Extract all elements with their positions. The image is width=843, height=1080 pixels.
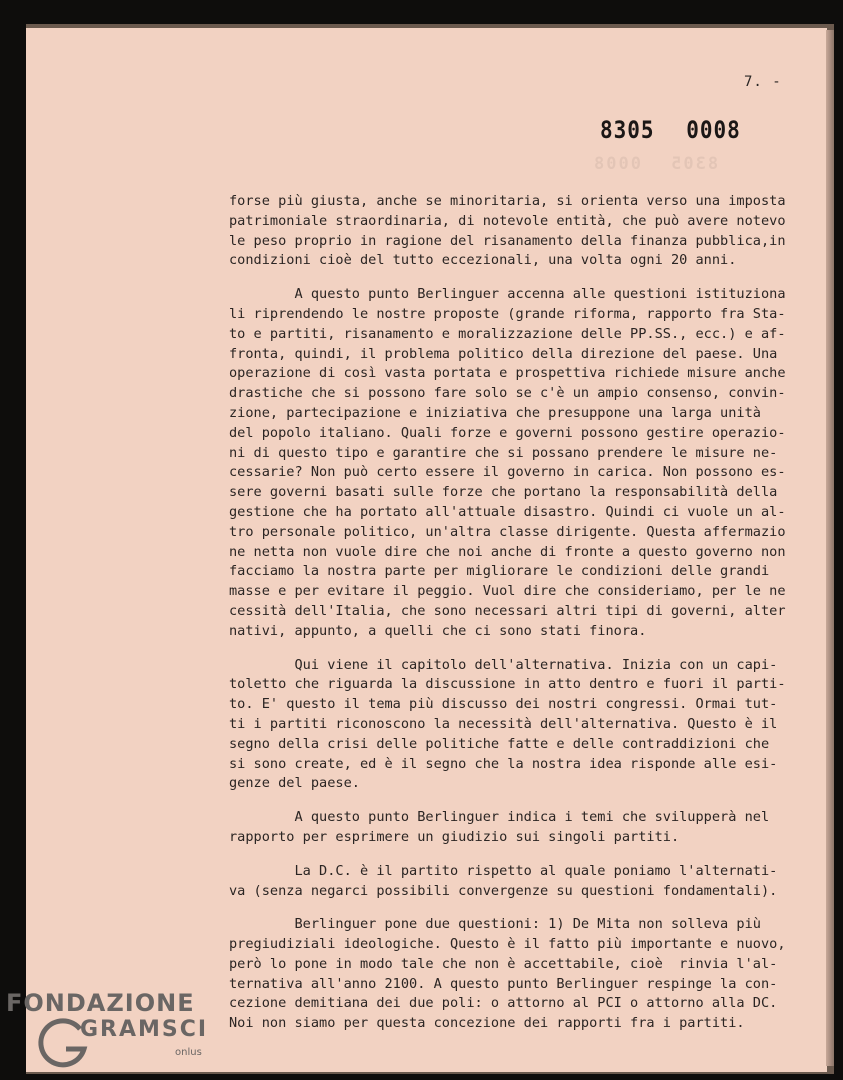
watermark-small: onlus: [175, 1047, 202, 1058]
paragraph: [229, 862, 789, 902]
text-line: ne netta non vuole dire che noi anche di fronte a questo governo non: [229, 543, 786, 560]
archive-stamp-code: 8305 0008: [600, 116, 741, 144]
show-through-stamp: 8305 0008: [592, 154, 719, 174]
text-line: le peso proprio in ragione del risanamento della finanza pubblica,in: [229, 232, 786, 249]
text-line: condizioni cioè del tutto eccezionali, una volta ogni 20 anni.: [229, 252, 737, 269]
text-line: ni di questo tipo e garantire che si possano prendere le misure ne-: [229, 444, 778, 461]
text-line: segno della crisi delle politiche fatte e delle contraddizioni che: [229, 735, 770, 752]
text-line: facciamo la nostra parte per migliorare le condizioni delle grandi: [229, 563, 770, 580]
text-line: sere governi basati sulle forze che portano la responsabilità della: [229, 484, 778, 501]
watermark-line1: FONDAZIONE: [6, 989, 195, 1017]
text-line: fronta, quindi, il problema politico della direzione del paese. Una: [229, 345, 778, 362]
paragraph: [229, 808, 789, 848]
text-line: La D.C. è il partito rispetto al quale poniamo l'alternati-: [229, 862, 778, 879]
text-line: nativi, appunto, a quelli che ci sono stati finora.: [229, 622, 647, 639]
text-line: drastiche che si possono fare solo se c'è un ampio consenso, convin-: [229, 385, 786, 402]
text-line: to. E' questo il tema più discusso dei nostri congressi. Ormai tut-: [229, 696, 778, 713]
text-line: patrimoniale straordinaria, di notevole entità, che può avere notevo: [229, 212, 786, 229]
text-line: li riprendendo le nostre proposte (grande riforma, rapporto fra Sta-: [229, 305, 786, 322]
text-line: rapporto per esprimere un giudizio sui singoli partiti.: [229, 828, 680, 845]
text-line: Noi non siamo per questa concezione dei rapporti fra i partiti.: [229, 1015, 745, 1032]
text-line: Qui viene il capitolo dell'alternativa. Inizia con un capi-: [229, 656, 778, 673]
text-line: cessità dell'Italia, che sono necessari altri tipi di governi, alter: [229, 602, 786, 619]
text-line: A questo punto Berlinguer accenna alle questioni istituziona: [229, 286, 786, 303]
text-line: masse e per evitare il peggio. Vuol dire che consideriamo, per le ne: [229, 583, 786, 600]
text-line: pregiudiziali ideologiche. Questo è il fatto più importante e nuovo,: [229, 936, 786, 953]
text-line: forse più giusta, anche se minoritaria, si orienta verso una imposta: [229, 193, 786, 209]
watermark-line2: GRAMSCI: [80, 1017, 209, 1042]
text-line: A questo punto Berlinguer indica i temi che svilupperà nel: [229, 809, 770, 826]
text-line: operazione di così vasta portata e prospettiva richiede misure anche: [229, 365, 786, 382]
paragraph: [229, 915, 789, 1034]
text-line: gestione che ha portato all'attuale disastro. Quindi ci vuole un al-: [229, 503, 786, 520]
text-line: del popolo italiano. Quali forze e governi possono gestire operazio-: [229, 424, 786, 441]
text-line: Berlinguer pone due questioni: 1) De Mita non solleva più: [229, 916, 761, 933]
text-line: genze del paese.: [229, 775, 360, 792]
text-line: zione, partecipazione e iniziativa che presuppone una larga unità: [229, 404, 761, 421]
text-line: cessarie? Non può certo essere il governo in carica. Non possono es-: [229, 464, 786, 481]
text-line: va (senza negarci possibili convergenze su questioni fondamentali).: [229, 882, 778, 899]
text-line: toletto che riguarda la discussione in atto dentro e fuori il parti-: [229, 676, 786, 693]
fondazione-gramsci-watermark: [0, 985, 220, 1080]
text-line: però lo pone in modo tale che non è accettabile, cioè rinvia l'al-: [229, 955, 778, 972]
text-line: ternativa all'anno 2100. A questo punto Berlinguer respinge la con-: [229, 975, 778, 992]
text-line: to e partiti, risanamento e moralizzazione delle PP.SS., ecc.) e af-: [229, 325, 786, 342]
text-line: tro personale politico, un'altra classe dirigente. Questa affermazio: [229, 523, 786, 540]
typed-body-text: [229, 192, 789, 1048]
paragraph: [229, 656, 789, 795]
paragraph: [229, 192, 789, 271]
text-line: si sono create, ed è il segno che la nostra idea risponde alle esi-: [229, 755, 778, 772]
page-edge: [826, 30, 834, 1066]
text-line: cezione demitiana dei due poli: o attorno al PCI o attorno alla DC.: [229, 995, 778, 1012]
text-line: ti i partiti riconoscono la necessità dell'alternativa. Questo è il: [229, 715, 778, 732]
page-number: 7. -: [744, 74, 782, 90]
paragraph: [229, 285, 789, 641]
